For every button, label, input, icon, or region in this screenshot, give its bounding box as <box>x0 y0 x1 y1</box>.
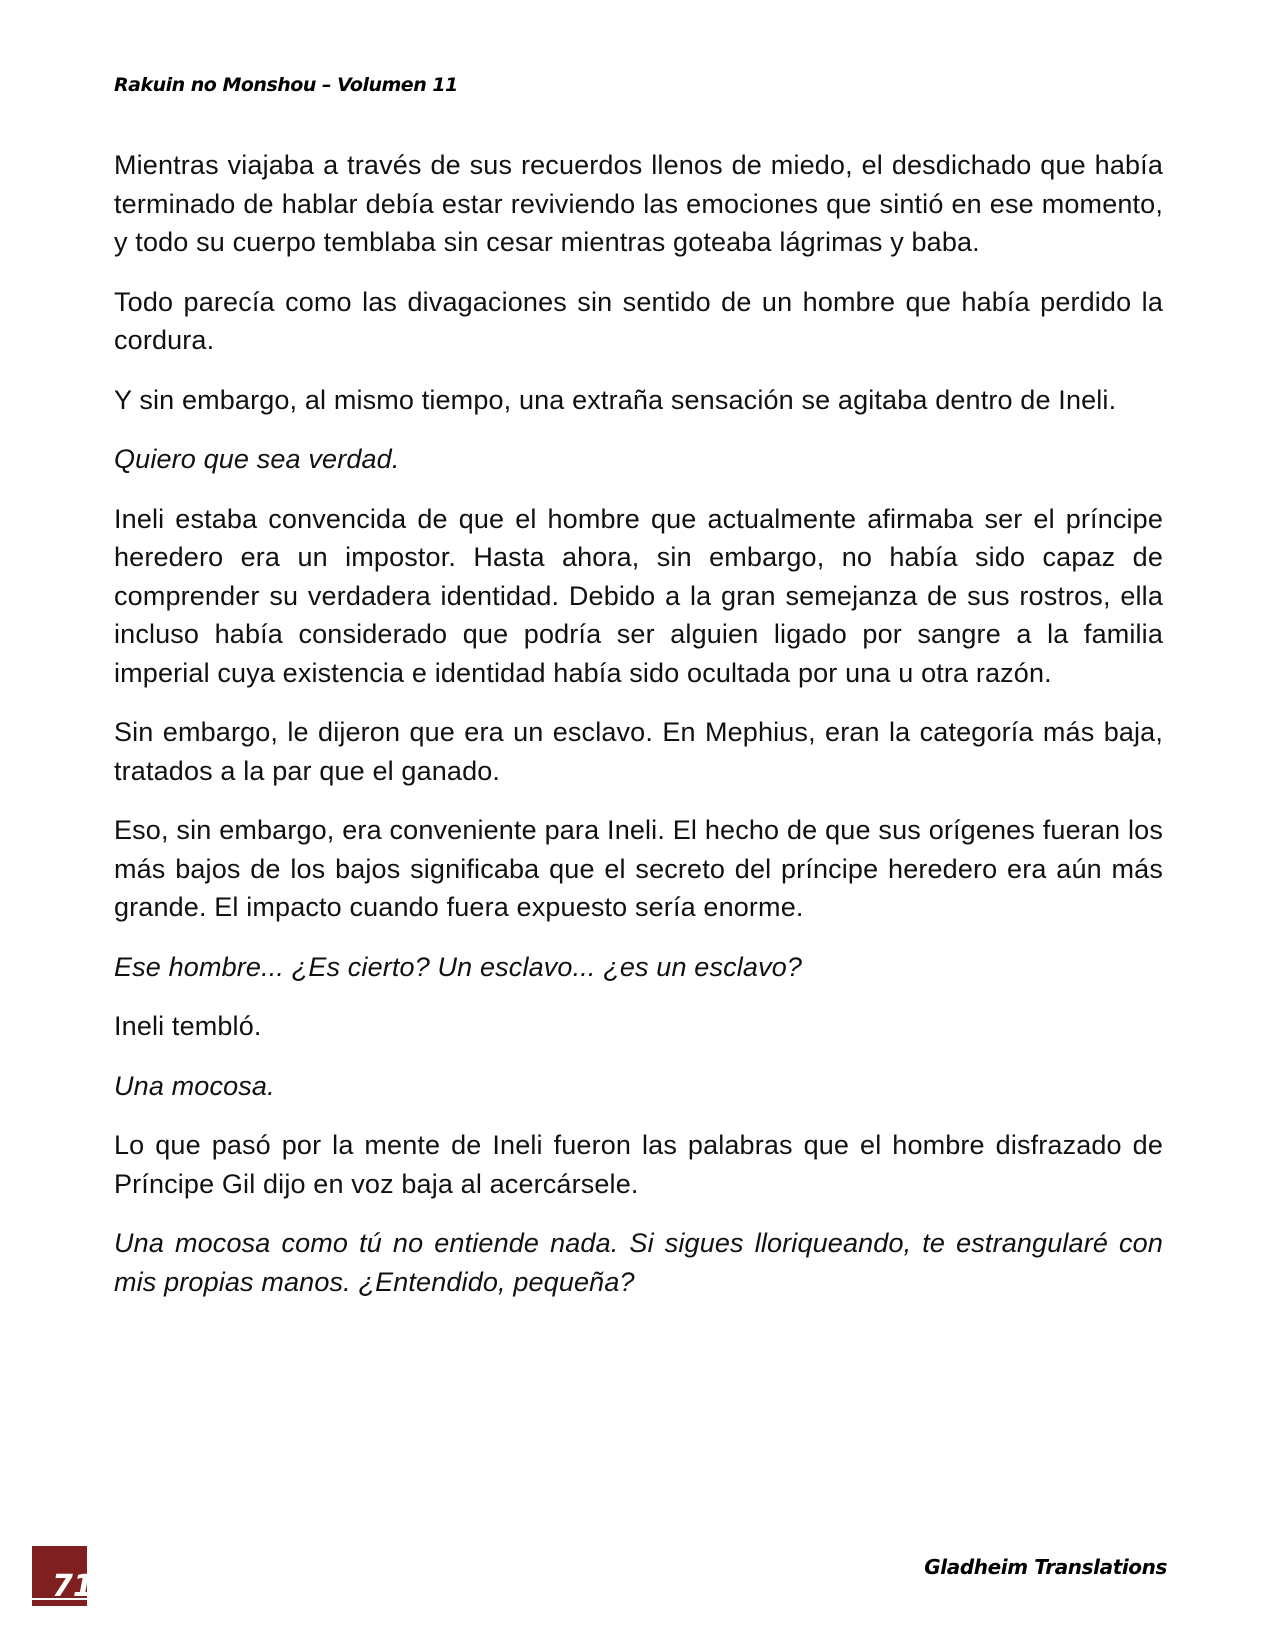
paragraph: Eso, sin embargo, era conveniente para Ineli. El hecho de que sus orígenes fueran los más bajos de los bajos significaba que el secreto del príncipe heredero era aún más grande. El impacto cuando fuera expuesto sería enorme. <box>114 815 1163 922</box>
paragraph: Sin embargo, le dijeron que era un esclavo. En Mephius, eran la categoría más baja, tratados a la par que el ganado. <box>114 717 1163 786</box>
paragraph: Mientras viajaba a través de sus recuerdos llenos de miedo, el desdichado que había terminado de hablar debía estar reviviendo las emociones que sintió en ese momento, y todo su cuerpo temblaba sin cesar mientras goteaba lágrimas y baba. <box>114 150 1163 257</box>
paragraph: Ineli tembló. <box>114 1011 262 1041</box>
running-header: Rakuin no Monshou – Volumen 11 <box>114 74 458 96</box>
paragraph: Y sin embargo, al mismo tiempo, una extraña sensación se agitaba dentro de Ineli. <box>114 384 1117 415</box>
italic-thought: Una mocosa como tú no entiende nada. Si sigues lloriqueando, te estrangularé con mis propias manos. ¿Entendido, pequeña? <box>114 1228 1163 1297</box>
chapter-body <box>114 146 1163 1322</box>
italic-thought: Ese hombre... ¿Es cierto? Un esclavo... ¿es un esclavo? <box>114 951 803 982</box>
paragraph: Todo parecía como las divagaciones sin sentido de un hombre que había perdido la cordura. <box>114 286 1163 355</box>
footer-credit: Gladheim Translations <box>924 1555 1167 1579</box>
paragraph: Lo que pasó por la mente de Ineli fueron las palabras que el hombre disfrazado de Príncipe Gil dijo en voz baja al acercársele. <box>114 1130 1163 1199</box>
page-number: 71 <box>52 1569 94 1604</box>
italic-thought: Una mocosa. <box>114 1070 275 1101</box>
italic-thought: Quiero que sea verdad. <box>114 444 400 474</box>
paragraph: Ineli estaba convencida de que el hombre que actualmente afirmaba ser el príncipe heredero era un impostor. Hasta ahora, sin embargo, no había sido capaz de comprender su verdadera identidad. Debido a la gran semejanza de sus rostros, ella incluso había considerado que podría ser alguien ligado por sangre a la familia imperial cuya existencia e identidad había sido ocultada por una u otra razón. <box>114 503 1163 688</box>
